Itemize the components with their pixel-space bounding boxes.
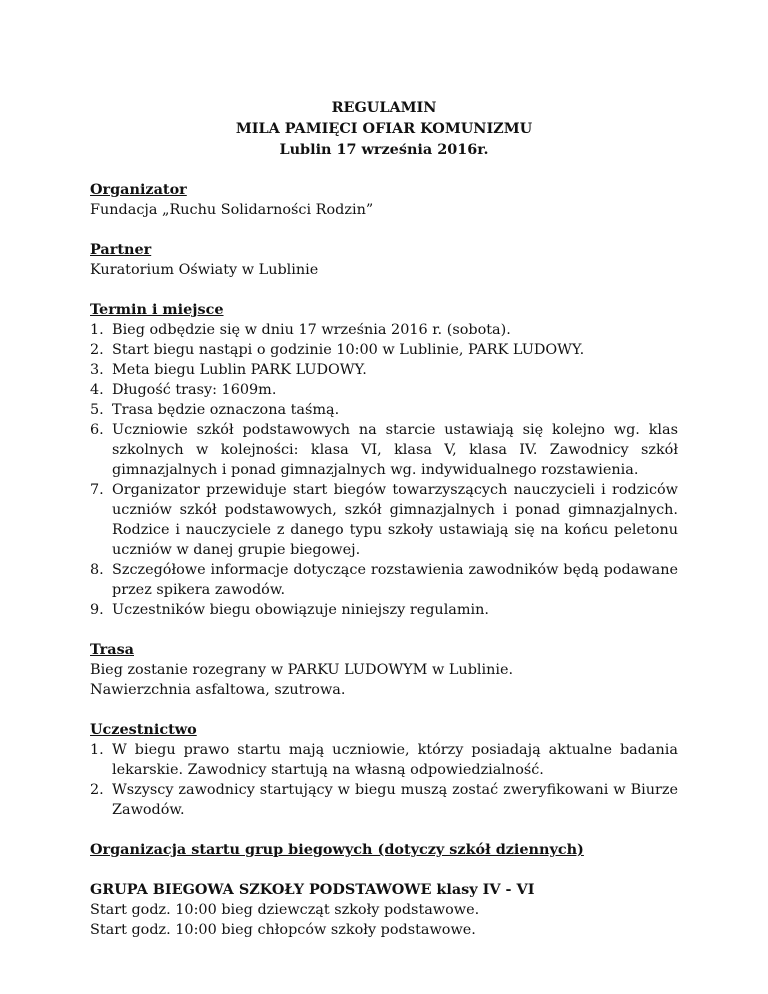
list-text: Start biegu nastąpi o godzinie 10:00 w Lublinie, PARK LUDOWY. — [112, 342, 585, 358]
trasa-line-1: Bieg zostanie rozegrany w PARKU LUDOWYM w Lublinie. — [90, 662, 514, 678]
list-text: Trasa będzie oznaczona taśmą. — [112, 402, 340, 418]
list-item — [90, 340, 678, 360]
heading-termin: Termin i miejsce — [90, 301, 224, 318]
list-text: Długość trasy: 1609m. — [112, 382, 277, 398]
list-item — [90, 420, 678, 480]
list-item — [90, 380, 678, 400]
list-item — [90, 360, 678, 380]
list-item — [90, 740, 678, 780]
section-organizator — [90, 180, 678, 220]
heading-grupa: GRUPA BIEGOWA SZKOŁY PODSTAWOWE klasy IV - VI — [90, 881, 535, 898]
list-text: Organizator przewiduje start biegów towarzyszących nauczycieli i rodziców uczniów szkół podstawowych, szkół gimnazjalnych i ponad gimnazjalnych. Rodzice i nauczyciele z danego typu szkoły ustawiają się na końcu peletonu uczniów w danej grupie biegowej. — [112, 482, 678, 558]
list-item — [90, 480, 678, 560]
heading-uczestnictwo: Uczestnictwo — [90, 721, 197, 738]
list-number: 5. — [90, 402, 104, 418]
list-number: 4. — [90, 382, 104, 398]
title-line-3: Lublin 17 września 2016r. — [279, 141, 489, 158]
list-number: 1. — [90, 742, 104, 758]
heading-trasa: Trasa — [90, 641, 134, 658]
list-number: 9. — [90, 602, 104, 618]
heading-partner: Partner — [90, 241, 152, 258]
list-text: Wszyscy zawodnicy startujący w biegu muszą zostać zweryfikowani w Biurze Zawodów. — [112, 782, 678, 818]
list-number: 1. — [90, 322, 104, 338]
uczestnictwo-list — [90, 740, 678, 820]
list-text: Meta biegu Lublin PARK LUDOWY. — [112, 362, 367, 378]
list-number: 2. — [90, 342, 104, 358]
list-text: Uczestników biegu obowiązuje niniejszy regulamin. — [112, 602, 489, 618]
list-number: 3. — [90, 362, 104, 378]
organizator-text: Fundacja „Ruchu Solidarności Rodzin” — [90, 202, 374, 218]
heading-organizacja: Organizacja startu grup biegowych (dotyczy szkół dziennych) — [90, 841, 584, 858]
partner-text: Kuratorium Oświaty w Lublinie — [90, 262, 319, 278]
section-trasa — [90, 640, 678, 700]
list-number: 6. — [90, 422, 104, 438]
list-text: Uczniowie szkół podstawowych na starcie ustawiają się kolejno wg. klas szkolnych w kolejności: klasa VI, klasa V, klasa IV. Zawodnicy szkół gimnazjalnych i ponad gimnazjalnych wg. indywidualnego rozstawienia. — [112, 422, 678, 478]
trasa-line-2: Nawierzchnia asfaltowa, szutrowa. — [90, 682, 346, 698]
list-text: Szczegółowe informacje dotyczące rozstawienia zawodników będą podawane przez spikera zawodów. — [112, 562, 678, 598]
section-uczestnictwo — [90, 720, 678, 820]
list-item — [90, 600, 678, 620]
termin-list — [90, 320, 678, 620]
list-number: 8. — [90, 562, 104, 578]
list-item — [90, 560, 678, 600]
grupa-line-2: Start godz. 10:00 bieg chłopców szkoły podstawowe. — [90, 922, 476, 938]
list-number: 7. — [90, 482, 104, 498]
list-text: Bieg odbędzie się w dniu 17 września 2016 r. (sobota). — [112, 322, 511, 338]
section-termin — [90, 300, 678, 620]
list-number: 2. — [90, 782, 104, 798]
section-organizacja — [90, 840, 678, 860]
list-item — [90, 320, 678, 340]
title-line-1: REGULAMIN — [331, 99, 437, 116]
heading-organizator: Organizator — [90, 181, 187, 198]
list-item — [90, 780, 678, 820]
list-item — [90, 400, 678, 420]
section-grupa — [90, 880, 678, 940]
section-partner — [90, 240, 678, 280]
list-text: W biegu prawo startu mają uczniowie, którzy posiadają aktualne badania lekarskie. Zawodnicy startują na własną odpowiedzialność. — [112, 742, 678, 778]
document-title — [90, 97, 678, 160]
grupa-line-1: Start godz. 10:00 bieg dziewcząt szkoły podstawowe. — [90, 902, 480, 918]
title-line-2: MILA PAMIĘCI OFIAR KOMUNIZMU — [235, 120, 533, 137]
